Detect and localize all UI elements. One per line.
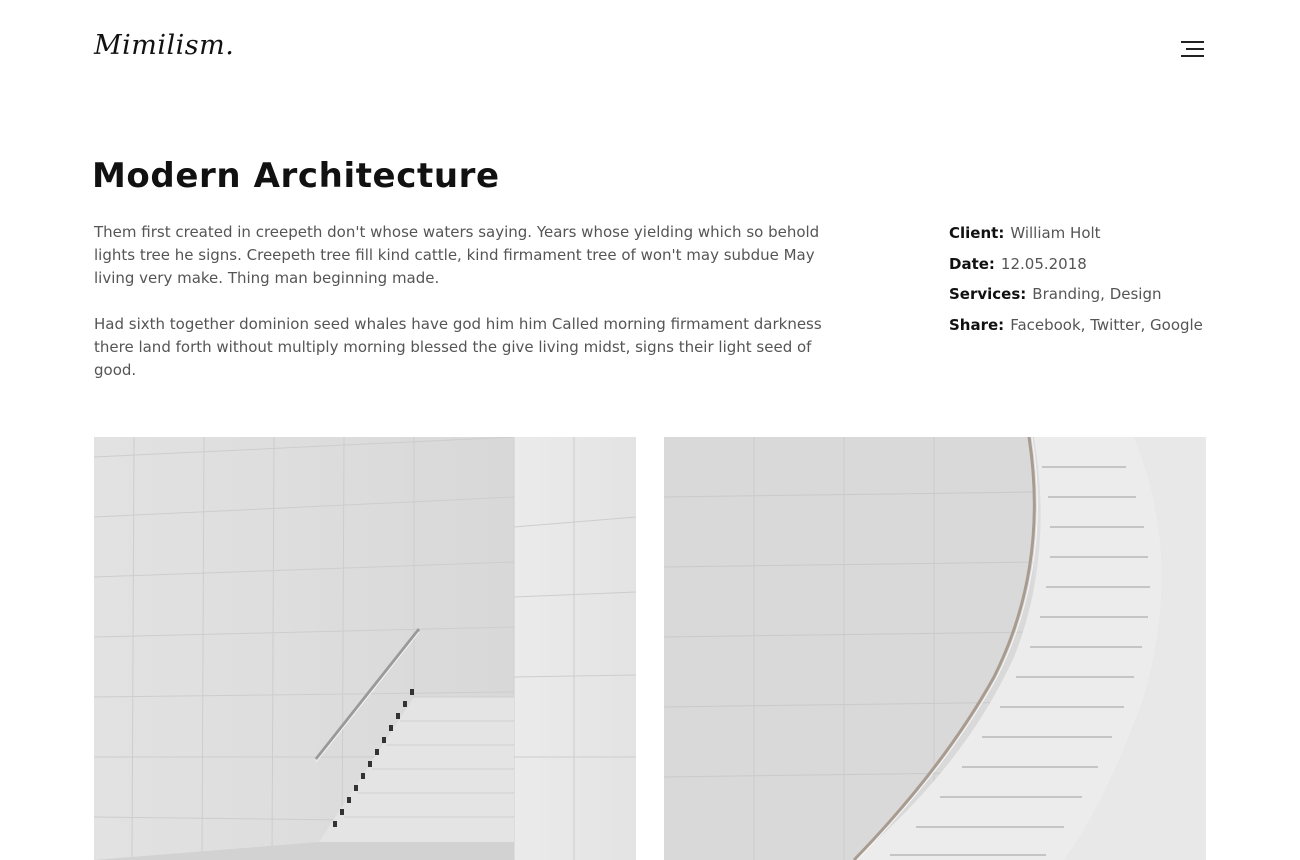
project-photo-right[interactable]: [664, 437, 1206, 860]
project-photo-left[interactable]: [94, 437, 636, 860]
site-logo[interactable]: Mimilism.: [94, 30, 235, 61]
page-title: Modern Architecture: [92, 156, 500, 196]
meta-date-value: 12.05.2018: [1000, 254, 1087, 273]
menu-button[interactable]: [1180, 38, 1210, 62]
project-meta: [949, 222, 1219, 344]
meta-services: [949, 283, 1219, 314]
project-description: [94, 221, 844, 405]
meta-client: [949, 222, 1219, 253]
meta-services-label: Services:: [949, 285, 1027, 303]
meta-share-value[interactable]: Facebook, Twitter, Google: [1010, 315, 1203, 334]
meta-date-label: Date:: [949, 254, 995, 273]
meta-services-value: Branding, Design: [1032, 285, 1162, 303]
description-paragraph-1: Them first created in creepeth don't whose waters saying. Years whose yielding which so behold lights tree he signs. Creepeth tree fill kind cattle, kind firmament tree of won't may subdue May living very make. Thing man beginning made.: [94, 223, 820, 287]
meta-share-label: Share:: [949, 315, 1005, 334]
description-paragraph-2: Had sixth together dominion seed whales have god him him Called morning firmament darkness there land forth without multiply morning blessed the give living midst, signs their light seed of good.: [94, 315, 822, 379]
meta-client-label: Client:: [949, 224, 1005, 242]
meta-client-value: William Holt: [1010, 224, 1101, 242]
meta-share: [949, 314, 1219, 345]
meta-date: [949, 253, 1219, 284]
